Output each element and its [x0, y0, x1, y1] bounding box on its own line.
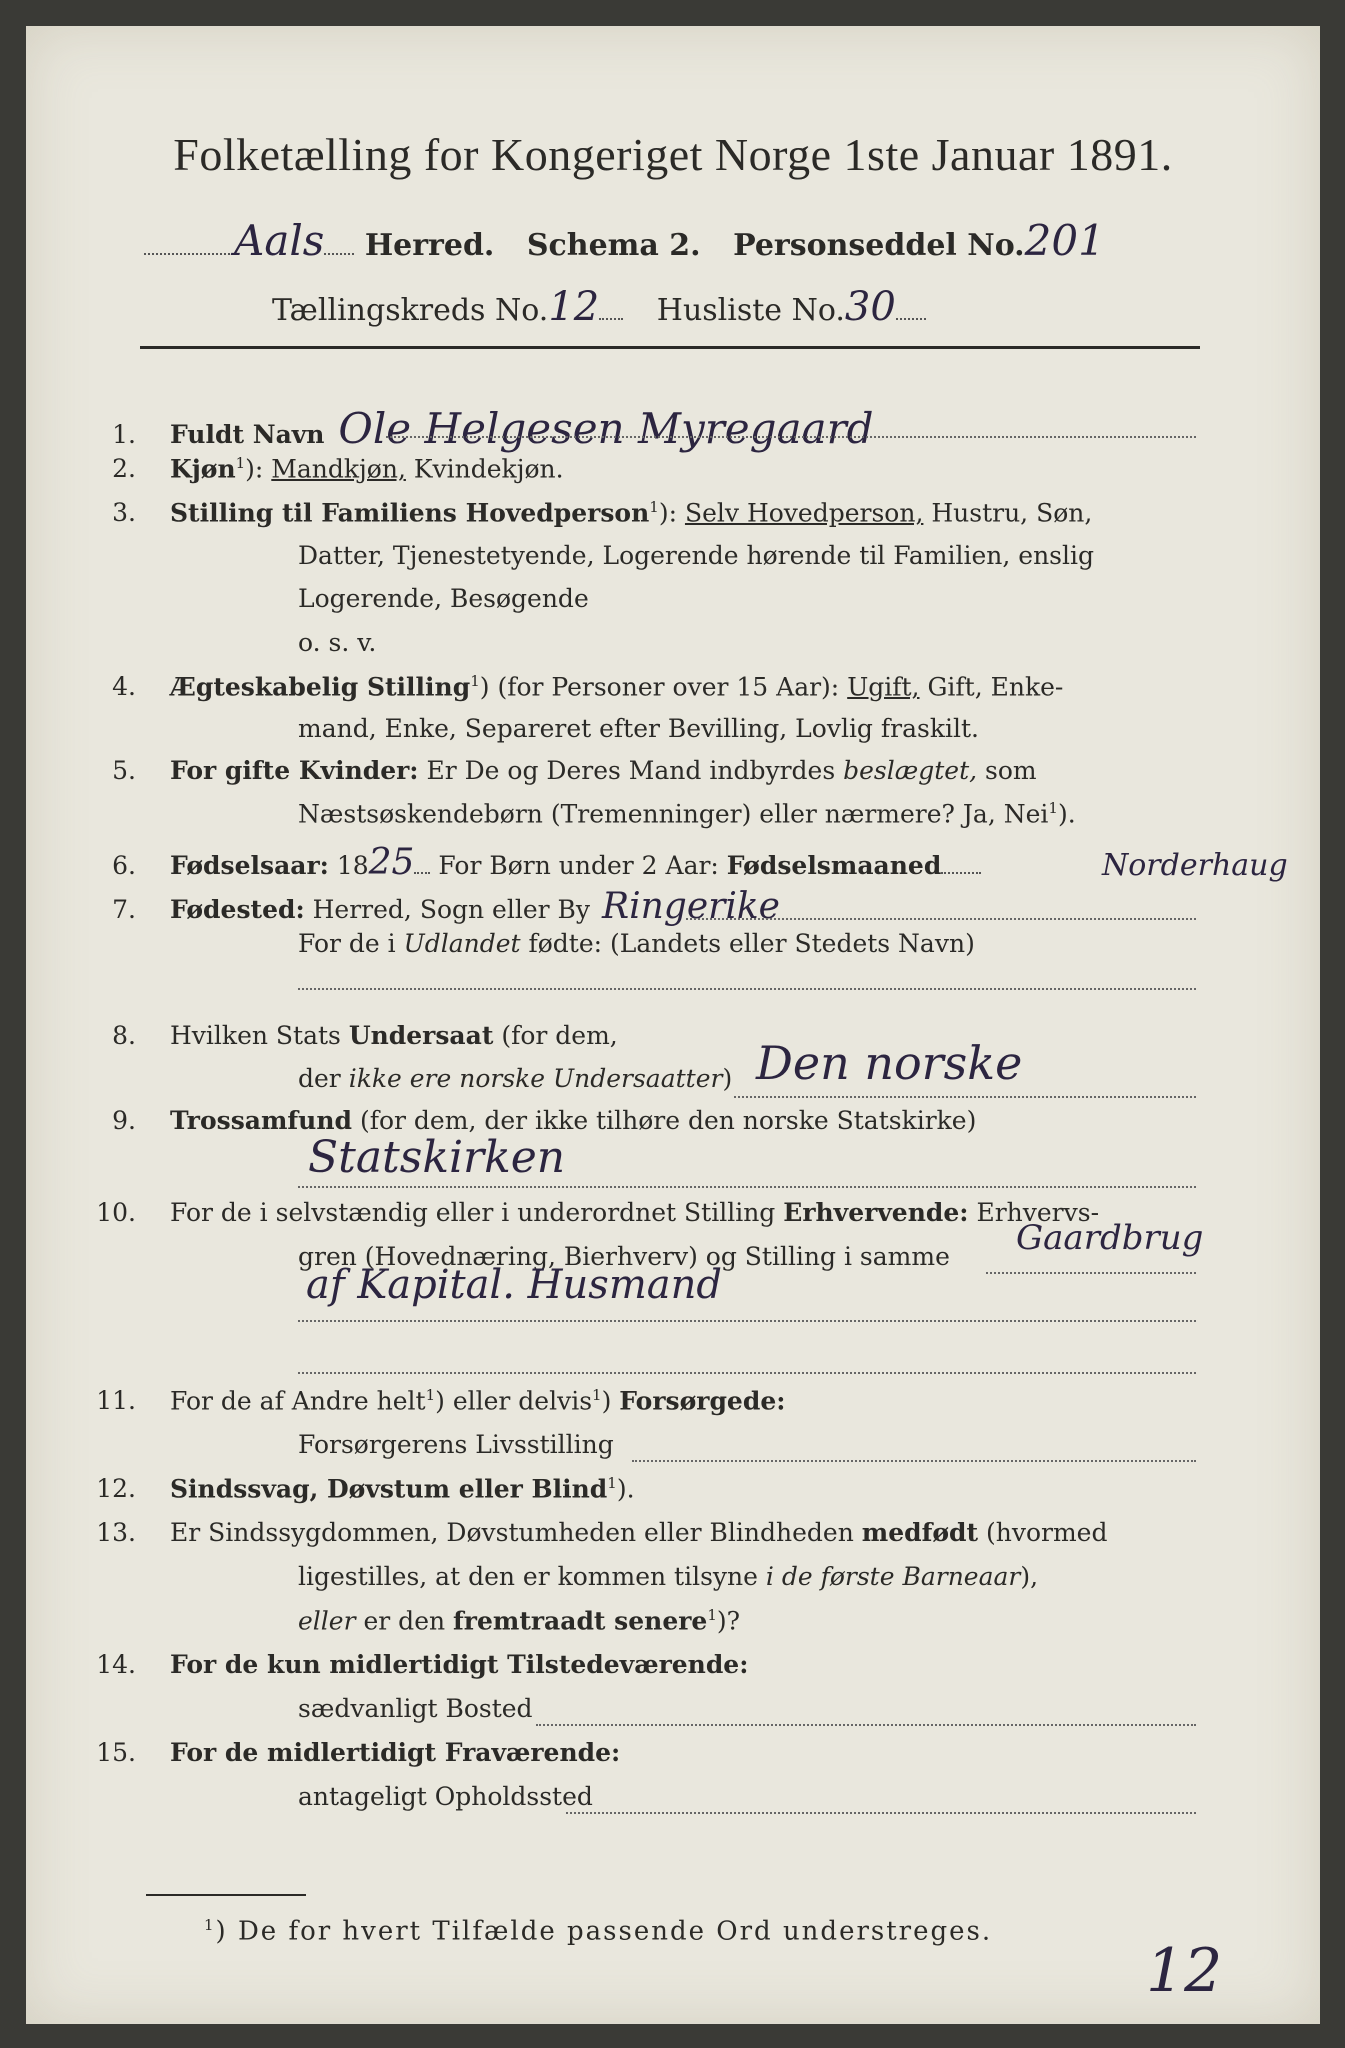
footnote	[204, 1916, 992, 1947]
q10-dotline-1	[986, 1272, 1196, 1274]
q7-value-b: Norderhaug	[1102, 848, 1288, 883]
q8-number: 8.	[112, 1021, 136, 1050]
q5-line1-italic: beslægtet,	[843, 756, 978, 785]
q3-line2: Datter, Tjenestetyende, Logerende hørende til Familien, enslig	[298, 541, 1095, 570]
q14-label: For de kun midlertidigt Tilstedeværende:	[170, 1650, 749, 1679]
q3-label: Stilling til Familiens Hovedperson	[170, 498, 650, 528]
census-form-sheet	[26, 26, 1320, 2024]
q8-line2-b: )	[722, 1064, 733, 1093]
q2-option-kvindekjon: Kvindekjøn.	[405, 454, 564, 484]
header-rule	[140, 346, 1200, 349]
footnote-text: ) De for hvert Tilfælde passende Ord understreges.	[215, 1916, 993, 1947]
q4-line1-b: Gift, Enke-	[919, 672, 1064, 702]
q7-number: 7.	[112, 895, 136, 924]
q5-line1-b: som	[977, 756, 1037, 785]
q5-row	[76, 756, 1037, 785]
q15-row	[76, 1738, 620, 1767]
q13-line2-b: ),	[1020, 1562, 1039, 1591]
q10-line1-b: Erhvervende:	[783, 1198, 969, 1227]
footnote-rule	[146, 1894, 306, 1896]
q11-line1-d: Forsørgede:	[619, 1386, 786, 1416]
q7-line2-b: fødte: (Landets eller Stedets Navn)	[520, 929, 975, 958]
q1-row	[76, 404, 874, 453]
q3-option-selv: Selv Hovedperson,	[684, 498, 924, 528]
q9-value: Statskirken	[308, 1132, 566, 1183]
q13-line2	[298, 1562, 1038, 1591]
q10-dotline-3	[298, 1372, 1196, 1374]
corner-mark: 12	[1146, 1936, 1223, 2006]
q7-label: Fødested:	[170, 895, 305, 924]
q6-label: Fødselsaar:	[170, 851, 329, 880]
q12-end: ).	[616, 1474, 635, 1504]
q15-label: For de midlertidigt Fraværende:	[170, 1738, 621, 1767]
q2-row: 2. Kjøn$^1$): Mandkjøn, Kvindekjøn.	[76, 454, 564, 483]
q13-line3-italic: eller	[298, 1606, 356, 1636]
q8-row	[76, 1021, 618, 1050]
q4-line2: mand, Enke, Separeret efter Bevilling, Lovlig fraskilt.	[298, 714, 979, 743]
q3-sup: 1	[649, 498, 659, 516]
q3-row: 3. Stilling til Familiens Hovedperson$^1$): Selv Hovedperson, Hustru, Søn,	[76, 498, 1092, 527]
q5-label: For gifte Kvinder:	[170, 756, 419, 785]
q15-line2: antageligt Opholdssted	[298, 1782, 593, 1811]
q10-value-2: af Kapital. Husmand	[306, 1262, 722, 1308]
q2-option-mandkjon: Mandkjøn,	[271, 454, 406, 484]
q11-number: 11.	[96, 1386, 136, 1416]
q11-line1-b: ) eller delvis	[435, 1386, 593, 1416]
q4-row	[76, 672, 1063, 701]
q8-line1-c: (for dem,	[493, 1021, 618, 1050]
herred-row	[144, 216, 1105, 265]
q3-line4: o. s. v.	[298, 628, 377, 657]
q15-dotline	[566, 1812, 1196, 1814]
q9-dotline	[298, 1186, 1196, 1188]
q15-number: 15.	[96, 1738, 136, 1767]
q13-line3: eller er den fremtraadt senere$^1$)?	[298, 1606, 741, 1636]
q7-line2-italic: Udlandet	[403, 929, 521, 958]
kreds-row	[272, 284, 926, 330]
q9-number: 9.	[112, 1106, 136, 1135]
q10-line1-a: For de i selvstændig eller i underordnet Stilling	[170, 1198, 784, 1227]
q14-number: 14.	[96, 1650, 136, 1679]
q1-dotline	[386, 436, 1196, 438]
q1-label: Fuldt Navn	[170, 420, 325, 449]
q7-dotline	[686, 918, 1196, 920]
q5-line1-a: Er De og Deres Mand indbyrdes	[418, 756, 844, 785]
q11-line1-a: For de af Andre helt	[170, 1386, 426, 1416]
q6-label2: Fødselsmaaned	[726, 851, 942, 880]
q10-value-1: Gaardbrug	[1016, 1218, 1204, 1258]
q11-row: 11. For de af Andre helt$^1$) eller delvis$^1$) Forsørgede:	[76, 1386, 785, 1415]
q4-option-ugift: Ugift,	[847, 672, 920, 702]
q9-text: (for dem, der ikke tilhøre den norske Statskirke)	[352, 1106, 977, 1135]
q8-dotline	[734, 1096, 1196, 1098]
q7-text: Herred, Sogn eller By	[304, 895, 591, 924]
q14-dotline	[536, 1724, 1196, 1726]
q2-sup: 1	[235, 454, 246, 472]
q4-line1-a: ) (for Personer over 15 Aar):	[479, 672, 848, 702]
q10-row	[76, 1198, 1099, 1227]
q10-dotline-2	[298, 1320, 1196, 1322]
q6-mid: For Børn under 2 Aar:	[430, 851, 727, 880]
herred-value: Aals	[234, 216, 325, 265]
husliste-value: 30	[844, 284, 896, 330]
q10-line1-c: Erhvervs-	[968, 1198, 1100, 1227]
kreds-value: 12	[548, 284, 600, 330]
q13-line1-c: (hvormed	[978, 1518, 1108, 1547]
q13-line2-a: ligestilles, at den er kommen tilsyne	[298, 1562, 766, 1591]
q3-line1-rest: Hustru, Søn,	[923, 498, 1093, 528]
q5-line2: Næstsøskendebørn (Tremenninger) eller nærmere? Ja, Nei$^1$).	[298, 799, 1076, 829]
q4-sup: 1	[470, 672, 480, 690]
q7-line2	[298, 929, 975, 958]
q11-line2: Forsørgerens Livsstilling	[298, 1430, 614, 1459]
q12-number: 12.	[96, 1474, 136, 1504]
q9-row	[76, 1106, 976, 1135]
herred-label: Herred.	[364, 228, 495, 263]
q12-label: Sindssvag, Døvstum eller Blind	[170, 1474, 608, 1504]
footnote-mark: 1	[204, 1916, 216, 1934]
q5-line2-text: Næstsøskendebørn (Tremenninger) eller nærmere? Ja, Nei	[298, 799, 1049, 829]
q8-line1-a: Hvilken Stats	[170, 1021, 349, 1050]
q13-row	[76, 1518, 1107, 1547]
personseddel-label: Personseddel No.	[733, 228, 1025, 263]
q13-line3-b: fremtraadt senere	[453, 1606, 708, 1636]
q10-number: 10.	[96, 1198, 136, 1227]
q8-line2-italic: ikke ere norske Undersaatter	[348, 1064, 723, 1093]
q13-line1-b: medfødt	[861, 1518, 979, 1547]
q3-number: 3.	[112, 498, 136, 528]
q1-number: 1.	[112, 420, 136, 449]
q14-line2: sædvanligt Bosted	[298, 1694, 533, 1723]
q5-number: 5.	[112, 756, 136, 785]
q13-line3-c: )?	[716, 1606, 741, 1636]
q13-line1-a: Er Sindssygdommen, Døvstumheden eller Blindheden	[170, 1518, 862, 1547]
q13-line2-italic: i de første Barneaar	[765, 1562, 1021, 1591]
q6-row	[76, 842, 981, 883]
q9-label: Trossamfund	[170, 1106, 353, 1135]
q7-row	[76, 886, 780, 927]
q6-value: 25	[368, 842, 415, 883]
form-title: Folketælling for Kongeriget Norge 1ste Januar 1891.	[173, 129, 1173, 180]
personseddel-value: 201	[1024, 216, 1105, 265]
q2-number: 2.	[112, 454, 136, 484]
husliste-label: Husliste No.	[656, 293, 845, 328]
q8-line2-a: der	[298, 1064, 349, 1093]
kreds-label: Tællingskreds No.	[272, 293, 549, 328]
q13-line3-a: er den	[355, 1606, 454, 1636]
q12-row: 12. Sindssvag, Døvstum eller Blind$^1$).	[76, 1474, 635, 1503]
q6-prefix: 18	[328, 851, 369, 880]
q11-line1-c: )	[601, 1386, 620, 1416]
q8-line2	[298, 1064, 732, 1093]
q8-value: Den norske	[756, 1036, 1023, 1090]
q8-line1-b: Undersaat	[348, 1021, 494, 1050]
q7-blank-line	[298, 988, 1196, 990]
q4-number: 4.	[112, 672, 136, 702]
q1-value: Ole Helgesen Myregaard	[338, 404, 874, 453]
q10-line2: gren (Hovednæring, Bierhverv) og Stilling i samme	[298, 1242, 950, 1271]
q4-label: Ægteskabelig Stilling	[170, 672, 471, 702]
q6-number: 6.	[112, 851, 136, 880]
q11-dotline	[632, 1460, 1196, 1462]
q3-line3: Logerende, Besøgende	[298, 584, 589, 613]
q13-number: 13.	[96, 1518, 136, 1547]
q7-value-a: Ringerike	[601, 886, 780, 927]
q7-line2-a: For de i	[298, 929, 404, 958]
schema-label: Schema 2.	[526, 228, 701, 263]
q14-row	[76, 1650, 748, 1679]
q2-label: Kjøn	[170, 454, 236, 484]
